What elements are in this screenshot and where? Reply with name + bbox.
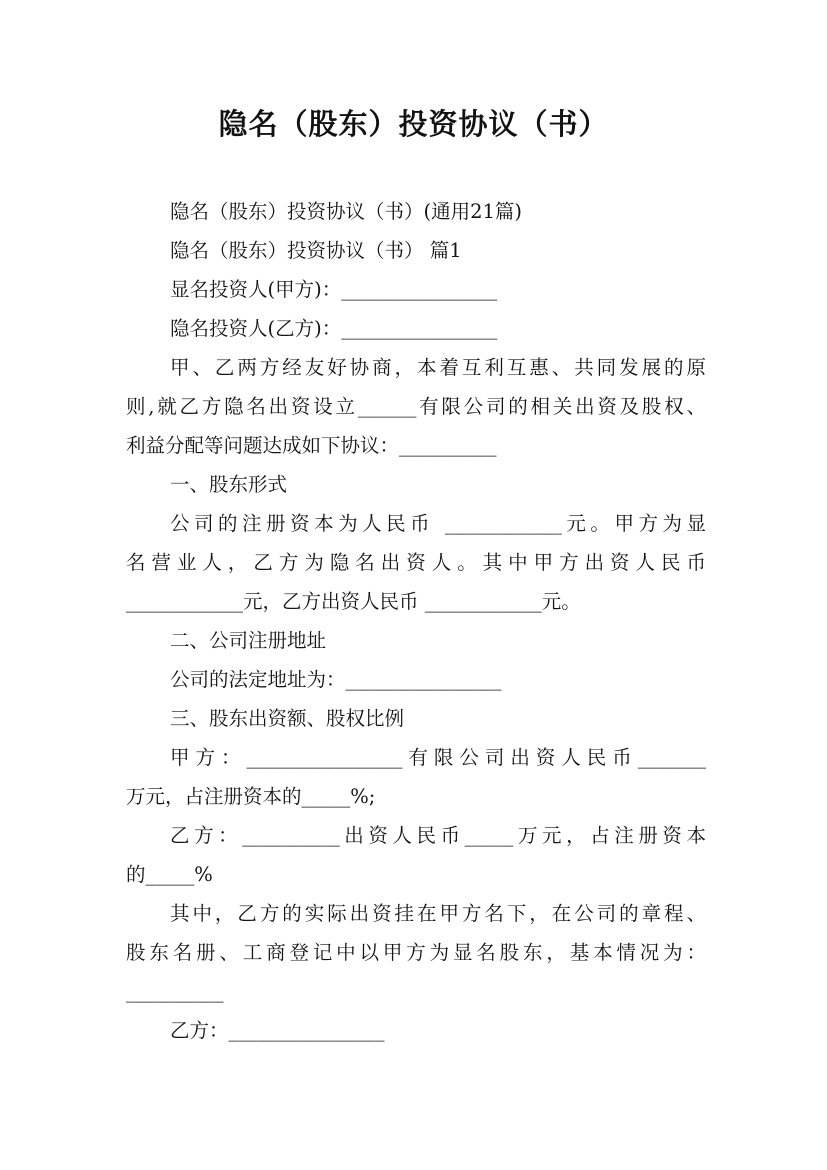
paragraph-line: 股东名册、工商登记中以甲方为显名股东，基本情况为： [126, 941, 706, 964]
document-title: 隐名（股东）投资协议（书） [218, 107, 609, 141]
paragraph-line: __________ [126, 980, 224, 1003]
paragraph-line: 名营业人，乙方为隐名出资人。其中甲方出资人民币 [126, 551, 706, 574]
paragraph-line: ____________元，乙方出资人民币 ____________元。 [126, 590, 581, 613]
paragraph-line: 的_____% [126, 863, 213, 886]
paragraph-line: 乙方：__________出资人民币_____万元，占注册资本 [170, 824, 706, 847]
paragraph-line: 利益分配等问题达成如下协议：__________ [126, 434, 497, 457]
paragraph-line: 其中，乙方的实际出资挂在甲方名下，在公司的章程、 [170, 902, 706, 925]
paragraph-line: 甲方：________________有限公司出资人民币_______ [170, 746, 706, 769]
paragraph-line: 隐名（股东）投资协议（书）(通用21篇) [170, 200, 523, 223]
paragraph-line: 则,就乙方隐名出资设立______有限公司的相关出资及股权、 [126, 395, 706, 418]
paragraph-line: 乙方：________________ [170, 1019, 385, 1042]
section-heading: 三、股东出资额、股权比例 [170, 707, 405, 730]
paragraph-line: 公司的法定地址为：________________ [170, 668, 502, 691]
section-heading: 一、股东形式 [170, 473, 288, 496]
paragraph-line: 显名投资人(甲方)：________________ [170, 278, 498, 301]
paragraph-line: 甲、乙两方经友好协商，本着互利互惠、共同发展的原 [170, 356, 706, 379]
paragraph-line: 隐名投资人(乙方)：________________ [170, 317, 498, 340]
paragraph-line: 公司的注册资本为人民币 ____________元。甲方为显 [170, 512, 706, 535]
section-heading: 二、公司注册地址 [170, 629, 327, 652]
paragraph-line: 隐名（股东）投资协议（书） 篇1 [170, 239, 462, 262]
paragraph-line: 万元，占注册资本的_____%; [126, 785, 376, 808]
